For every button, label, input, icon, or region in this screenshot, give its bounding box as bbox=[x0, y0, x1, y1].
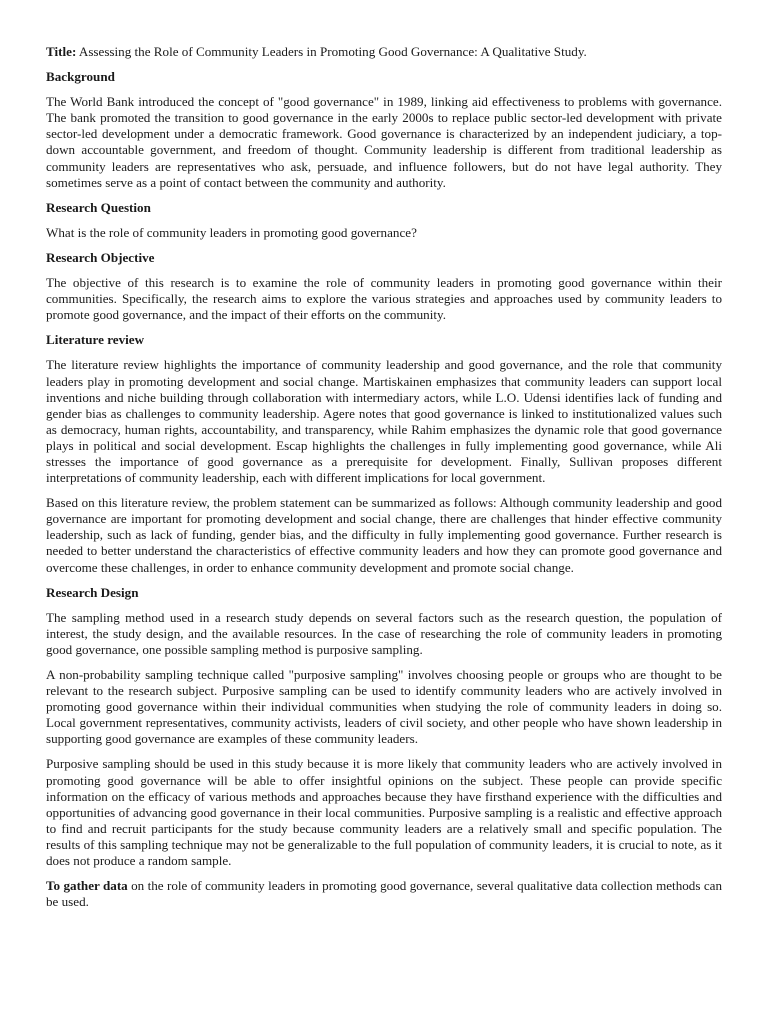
heading-research-design: Research Design bbox=[46, 584, 139, 600]
paragraph-research-objective: The objective of this research is to examine the role of community leaders in promoting good governance within their communities. Specifically, the research aims to explore the various strategies and approaches used by community leaders to promote good governance, and the impact of their efforts on the community. bbox=[46, 275, 722, 323]
gather-data-label: To gather data bbox=[46, 878, 128, 894]
title-text: Assessing the Role of Community Leaders in Promoting Good Governance: A Qualitative Study. bbox=[76, 44, 587, 59]
paragraph-literature-review-2: Based on this literature review, the problem statement can be summarized as follows: Although community leadership and good governance are important for promoting development and social change, there are challenges that hinder effective community leadership, such as lack of funding, gender bias, and the difficulty in fully implementing good governance. Further research is needed to better understand the characteristics of effective community leaders and how they can promote good governance and overcome these challenges, in order to enhance community development and promote social change. bbox=[46, 495, 722, 575]
document-title bbox=[46, 44, 722, 60]
heading-research-objective: Research Objective bbox=[46, 249, 155, 265]
title-label: Title: bbox=[46, 44, 77, 59]
document-page bbox=[46, 44, 722, 910]
paragraph-research-design-3: Purposive sampling should be used in this study because it is more likely that community leaders who are actively involved in promoting good governance will be able to offer insightful opinions on the subject. These people can provide specific information on the efficacy of various methods and approaches because they have firsthand experience with the difficulties and opportunities of advancing good governance in their local communities. Purposive sampling is a realistic and effective approach to find and recruit participants for the study because community leaders are a relatively small and specific population. The results of this sampling technique may not be generalizable to the full population of community leaders, it is crucial to note, as it does not produce a random sample. bbox=[46, 756, 722, 869]
heading-research-question: Research Question bbox=[46, 199, 151, 215]
paragraph-research-design-4 bbox=[46, 878, 722, 910]
gather-data-text: on the role of community leaders in promoting good governance, several qualitative data collection methods can be used. bbox=[46, 878, 722, 910]
heading-background: Background bbox=[46, 69, 115, 85]
paragraph-research-design-1: The sampling method used in a research study depends on several factors such as the research question, the population of interest, the study design, and the available resources. In the case of researching the role of community leaders in promoting good governance, one possible sampling method is purposive sampling. bbox=[46, 609, 722, 657]
heading-literature-review: Literature review bbox=[46, 332, 145, 348]
paragraph-literature-review-1: The literature review highlights the importance of community leadership and good governance, and the role that community leaders play in promoting development and social change. Martiskainen emphasizes that community leaders can support local inventions and niche building through collaboration with intermediary actors, while L.O. Udensi identifies lack of funding and gender bias as challenges to community leadership. Agere notes that good governance is linked to institutionalized values such as democracy, human rights, accountability, and transparency, while Rahim emphasizes the dynamic role that good governance plays in political and social development. Escap highlights the challenges in fully implementing good governance, while Ali stresses the importance of good governance as a prerequisite for development. Finally, Sullivan proposes different interpretations of community leadership, each with different implications for local government. bbox=[46, 357, 722, 486]
paragraph-background: The World Bank introduced the concept of "good governance" in 1989, linking aid effectiveness to problems with governance. The bank promoted the transition to good governance in the early 2000s to replace public sector-led development with private sector-led development under a democratic framework. Good governance is characterized by an independent judiciary, a top-down accountable government, and freedom of thought. Community leadership is different from traditional leadership as community leaders are representatives who ask, persuade, and influence followers, but do not have legal authority. They sometimes serve as a point of contact between the community and authority. bbox=[46, 94, 722, 190]
paragraph-research-question: What is the role of community leaders in promoting good governance? bbox=[46, 224, 417, 240]
paragraph-research-design-2: A non-probability sampling technique called "purposive sampling" involves choosing people or groups who are thought to be relevant to the research subject. Purposive sampling can be used to identify community leaders who are actively involved in promoting good governance within their individual communities when studying the role of community leaders in doing so. Local government representatives, community activists, leaders of civil society, and other people who have shown leadership in supporting good governance are examples of these community leaders. bbox=[46, 667, 722, 747]
